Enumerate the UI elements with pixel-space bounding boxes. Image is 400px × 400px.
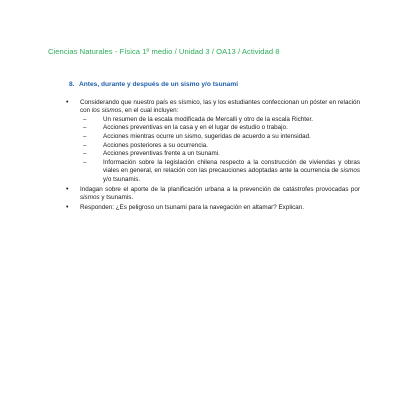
dash-marker: –	[83, 150, 87, 158]
poster-sublist	[80, 116, 360, 185]
dash-marker: –	[83, 141, 87, 149]
activity-content	[66, 81, 360, 213]
sublist-item-text: Un resumen de la escala modificada de Mercalli y otro de la escala Richter.	[103, 115, 313, 123]
sublist-item	[80, 124, 360, 133]
text-fragment: , en el cual incluyen:	[121, 107, 179, 115]
text-fragment: y tsunamis.	[99, 194, 134, 202]
sublist-item-text: Acciones preventivas frente a un tsunami.	[103, 150, 220, 158]
text-fragment: Indagan sobre el aporte de la planificación urbana a la prevención de catástrofes provocadas por	[80, 185, 360, 193]
list-item-urban-planning	[66, 186, 360, 203]
sublist-item	[80, 150, 360, 159]
text-emphasis: los sismos	[91, 107, 122, 115]
bullet-marker: •	[66, 185, 69, 193]
dash-marker: –	[83, 132, 87, 140]
list-item-poster	[66, 99, 360, 185]
sublist-item	[80, 116, 360, 125]
page-header-breadcrumb: Ciencias Naturales - Física 1º medio / Unidad 3 / OA13 / Actividad 8	[48, 47, 280, 56]
text-emphasis: sismos	[340, 167, 360, 175]
list-item-text	[80, 99, 360, 116]
sublist-item-text: Acciones preventivas en la casa y en el lugar de estudio o trabajo.	[103, 124, 288, 132]
text-fragment: y/o tsunamis.	[103, 175, 141, 183]
list-item-tsunami-question	[66, 204, 360, 213]
bullet-marker: •	[66, 98, 69, 106]
dash-marker: –	[83, 115, 87, 123]
list-item-text	[80, 186, 360, 203]
section-title-text: Antes, durante y después de un sismo y/o tsunami	[79, 81, 239, 88]
list-item-text: Responden: ¿Es peligroso un tsunami para la navegación en altamar? Explican.	[80, 203, 305, 211]
text-fragment: Considerando que nuestro país es sísmico, las y los estudiantes confeccionan un póster en relación con	[80, 98, 360, 115]
sublist-item-text: Acciones posteriores a su ocurrencia.	[103, 141, 208, 149]
section-title	[66, 81, 360, 90]
dash-marker: –	[83, 158, 87, 166]
sublist-item	[80, 142, 360, 151]
dash-marker: –	[83, 124, 87, 132]
section-number: 8.	[69, 81, 75, 88]
bullet-marker: •	[66, 203, 69, 211]
text-emphasis: sismos	[80, 194, 100, 202]
activity-list	[66, 99, 360, 213]
sublist-item-text	[103, 159, 360, 185]
sublist-item-legislation	[80, 159, 360, 185]
sublist-item-text: Acciones mientras ocurre un sismo, sugeridas de acuerdo a su intensidad.	[103, 132, 311, 140]
sublist-item	[80, 133, 360, 142]
text-fragment: Información sobre la legislación chilena respecto a la construcción de viviendas y obras viales en general, en relación con las precauciones adoptadas ante la ocurrencia de	[103, 158, 360, 175]
